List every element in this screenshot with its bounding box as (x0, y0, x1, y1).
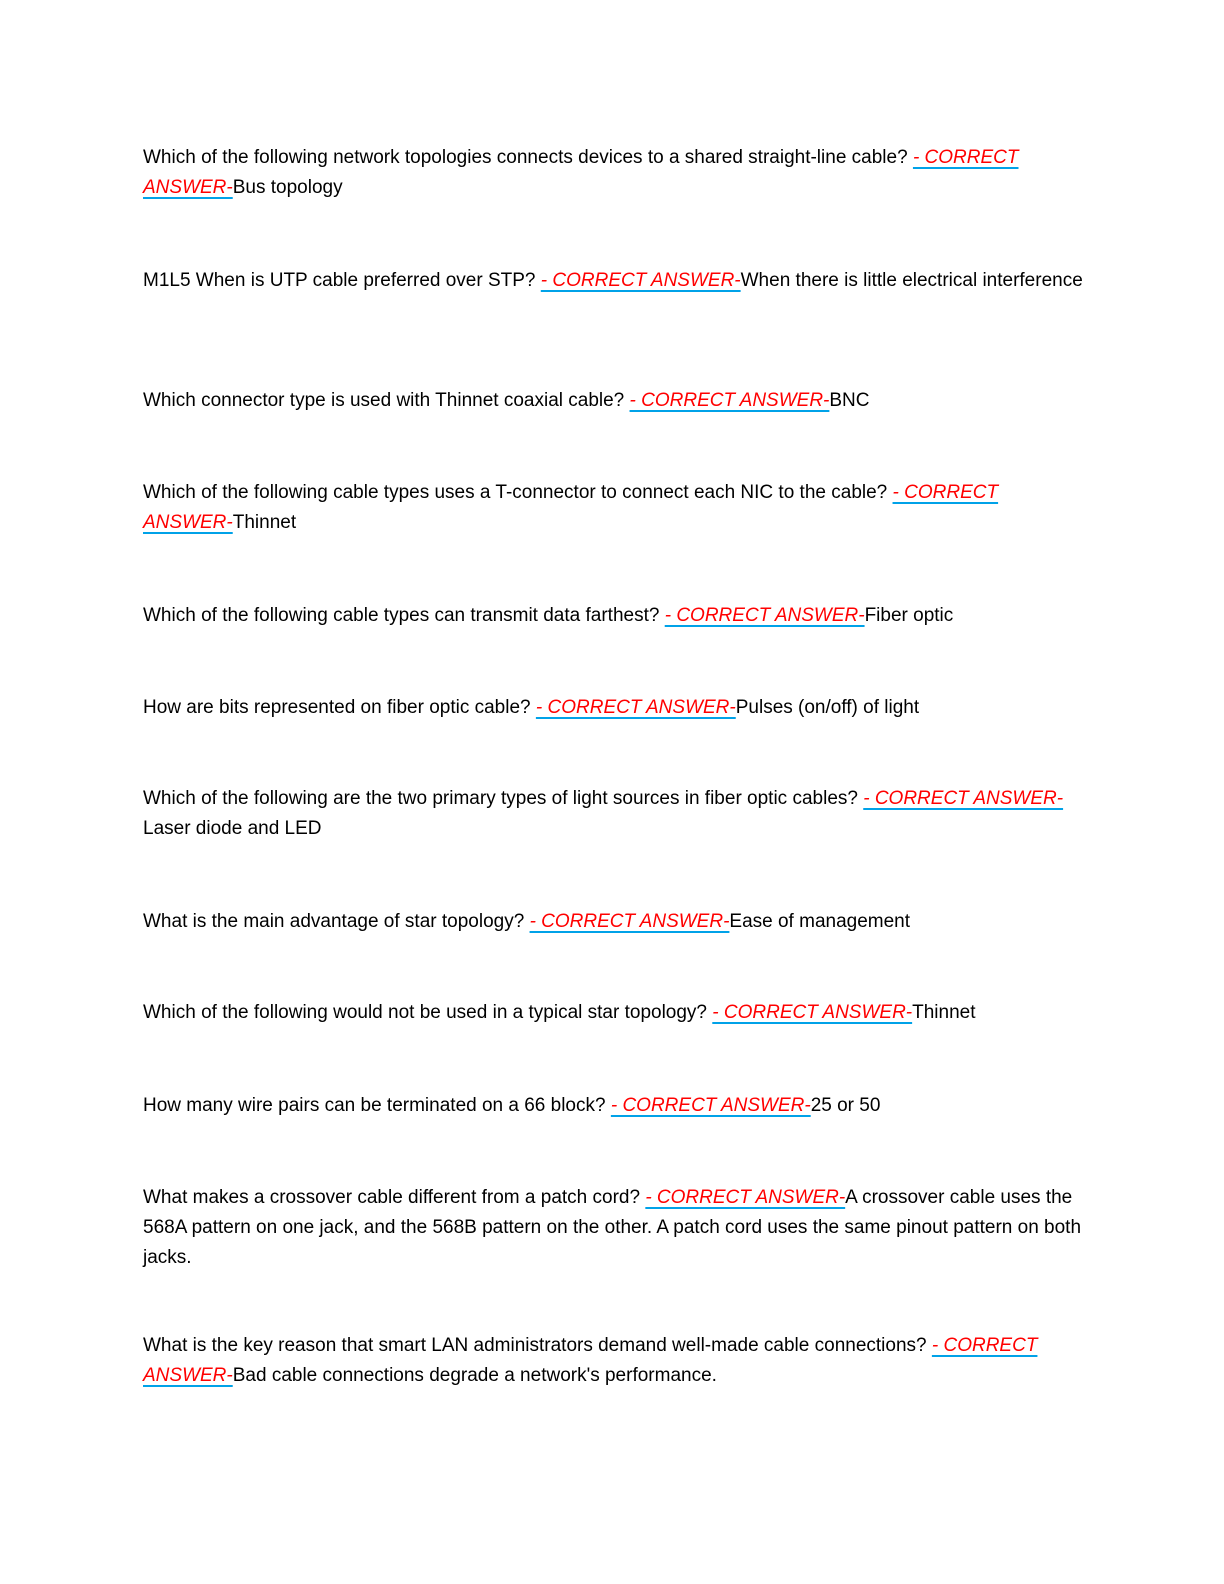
answer-text: Thinnet (232, 512, 297, 533)
answer-text: Bad cable connections degrade a network's performance. (232, 1365, 717, 1386)
question-text: M1L5 When is UTP cable preferred over STP? (143, 270, 541, 291)
question-text: Which of the following network topologies connects devices to a shared straight-line cable? (143, 147, 913, 168)
answer-text: Thinnet (912, 1002, 976, 1023)
question-text: Which of the following would not be used in a typical star topology? (143, 1002, 713, 1023)
question-text: What makes a crossover cable different from a patch cord? (143, 1187, 646, 1208)
answer-text: A crossover cable uses the 568A pattern on one jack, and the 568B pattern on the other. A patch cord uses the same pinout pattern on both jacks. (143, 1187, 1082, 1268)
correct-answer-marker: - CORRECT ANSWER- (664, 605, 865, 626)
question-text: How many wire pairs can be terminated on a 66 block? (143, 1095, 611, 1116)
qa-item-3 (143, 386, 1083, 416)
answer-text: BNC (829, 390, 870, 411)
qa-item-10 (143, 1091, 1083, 1121)
correct-answer-marker: - CORRECT ANSWER- (629, 390, 830, 411)
answer-text: When there is little electrical interference (740, 270, 1083, 291)
correct-answer-marker: - CORRECT ANSWER- (863, 788, 1064, 809)
correct-answer-marker: - CORRECT ANSWER- (645, 1187, 846, 1208)
question-text: What is the key reason that smart LAN administrators demand well-made cable connections? (143, 1335, 932, 1356)
qa-item-6 (143, 693, 1083, 723)
correct-answer-marker: - CORRECT ANSWER- (529, 911, 730, 932)
correct-answer-marker: - CORRECT ANSWER- (540, 270, 741, 291)
answer-text: Laser diode and LED (143, 818, 322, 839)
qa-item-5 (143, 601, 1083, 631)
question-text: Which of the following cable types uses a T-connector to connect each NIC to the cable? (143, 482, 893, 503)
qa-item-12 (143, 1331, 1083, 1391)
correct-answer-marker: - CORRECT ANSWER- (143, 1335, 1038, 1386)
qa-item-4 (143, 478, 1083, 538)
correct-answer-marker: - CORRECT ANSWER- (143, 147, 1019, 198)
qa-item-1 (143, 143, 1083, 203)
answer-text: 25 or 50 (810, 1095, 881, 1116)
question-text: Which of the following cable types can transmit data farthest? (143, 605, 665, 626)
correct-answer-marker: - CORRECT ANSWER- (143, 482, 999, 533)
qa-item-9 (143, 998, 1083, 1028)
answer-text: Bus topology (232, 177, 343, 198)
correct-answer-marker: - CORRECT ANSWER- (535, 697, 736, 718)
answer-text: Pulses (on/off) of light (735, 697, 920, 718)
question-text: Which of the following are the two primary types of light sources in fiber optic cables? (143, 788, 864, 809)
question-text: What is the main advantage of star topology? (143, 911, 530, 932)
qa-item-7 (143, 784, 1083, 844)
correct-answer-marker: - CORRECT ANSWER- (610, 1095, 811, 1116)
qa-item-11 (143, 1183, 1083, 1273)
question-text: Which connector type is used with Thinnet coaxial cable? (143, 390, 630, 411)
answer-text: Fiber optic (864, 605, 954, 626)
qa-item-8 (143, 907, 1083, 937)
question-text: How are bits represented on fiber optic cable? (143, 697, 536, 718)
answer-text: Ease of management (729, 911, 911, 932)
qa-item-2 (143, 266, 1083, 296)
correct-answer-marker: - CORRECT ANSWER- (712, 1002, 913, 1023)
